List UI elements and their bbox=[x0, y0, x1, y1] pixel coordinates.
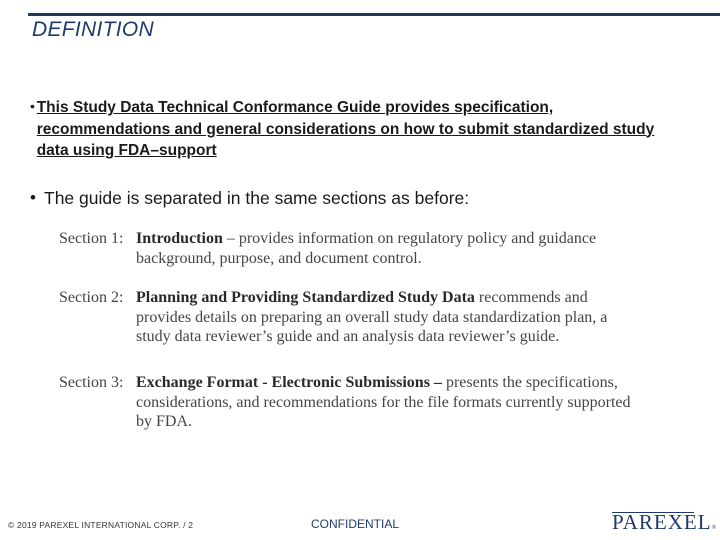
footer-confidential: CONFIDENTIAL bbox=[311, 517, 400, 531]
bullet-dot-icon: • bbox=[30, 98, 35, 114]
section-1-entry bbox=[59, 229, 641, 268]
section-text: – provides information on regulatory policy and guidance background, purpose, and document control. bbox=[136, 230, 597, 267]
section-description bbox=[136, 373, 641, 432]
slide-title: DEFINITION bbox=[32, 18, 154, 41]
section-description bbox=[136, 288, 641, 347]
bullet-dot-icon: • bbox=[30, 188, 36, 207]
bullet-definition bbox=[30, 97, 670, 162]
section-label: Section 2: bbox=[59, 289, 124, 306]
section-2-entry bbox=[59, 288, 641, 347]
footer-copyright: © 2019 PAREXEL INTERNATIONAL CORP. / 2 bbox=[8, 520, 194, 530]
parexel-logo bbox=[612, 510, 717, 535]
bullet-sections-text: The guide is separated in the same sections as before: bbox=[44, 188, 470, 208]
bullet-definition-text: This Study Data Technical Conformance Guide provides specification, recommendations and general considerations on how to submit standardized study data using FDA–support bbox=[36, 99, 655, 159]
section-description bbox=[136, 229, 641, 268]
registered-mark: ® bbox=[711, 525, 718, 531]
section-label: Section 3: bbox=[59, 374, 124, 391]
section-text: presents the specifications, considerations, and recommendations for the file formats currently supported by FDA. bbox=[136, 374, 631, 430]
header-rule bbox=[28, 13, 720, 16]
bullet-sections bbox=[30, 187, 670, 209]
logo-wordmark: PAREXEL bbox=[612, 510, 712, 534]
section-title: Exchange Format - Electronic Submissions – bbox=[136, 374, 442, 391]
section-text: recommends and provides details on preparing an overall study data standardization plan, a study data reviewer’s guide and an analysis data reviewer’s guide. bbox=[136, 289, 608, 345]
section-title: Introduction bbox=[136, 230, 223, 247]
section-label: Section 1: bbox=[59, 230, 124, 247]
section-title: Planning and Providing Standardized Study Data bbox=[136, 289, 475, 306]
section-3-entry bbox=[59, 373, 641, 432]
